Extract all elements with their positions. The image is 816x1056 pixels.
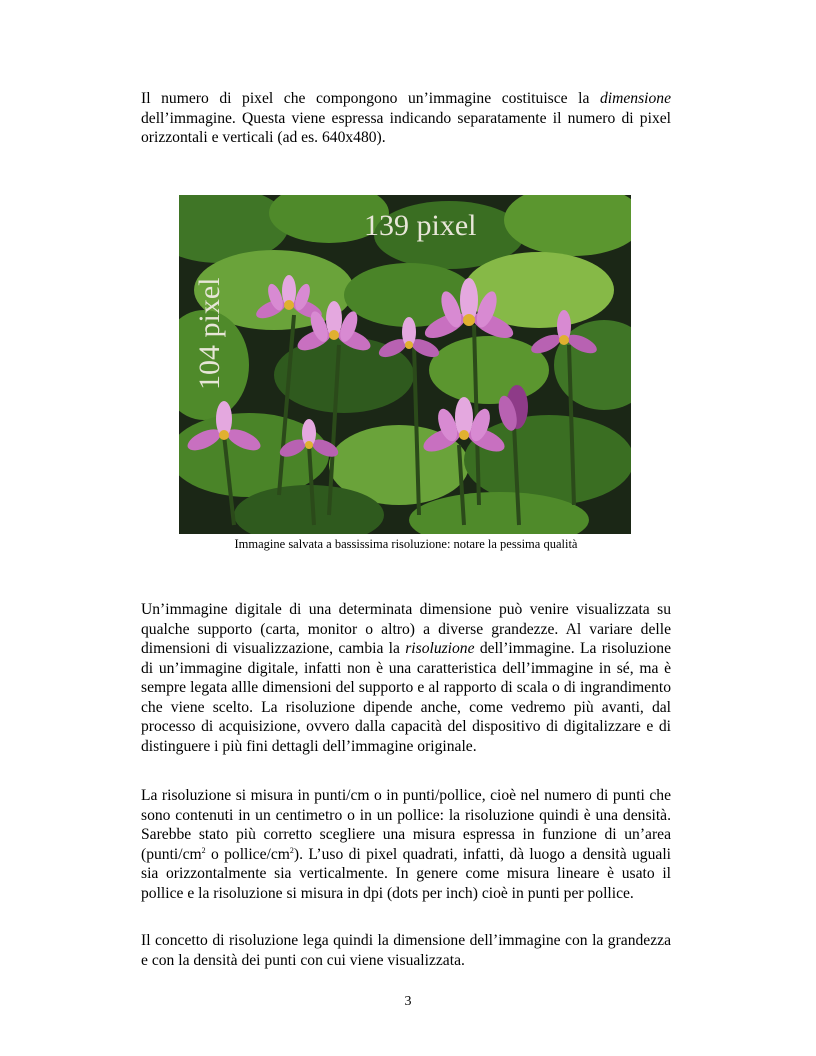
vertical-pixel-label: 104 pixel — [193, 277, 226, 390]
waterlily-photo — [179, 195, 631, 534]
paragraph-measure: La risoluzione si misura in punti/cm o in punti/pollice, cioè nel numero di punti che sono contenuti in un centimetro o in un pollice: la risoluzione quindi è una densità. Sarebbe stato più corretto scegliere una misura espressa in funzione di un’area ($punti/cm^2$ o pollice/$cm^2$). L’uso di pixel quadrati, infatti, dà luogo a densità uguali sia orizzontalmente sia verticalmente. In genere come misura lineare è usato il pollice e la risoluzione si misura in dpi (dots per inch) cioè in punti per pollice. — [141, 787, 671, 902]
figure-caption: Immagine salvata a bassissima risoluzione: notare la pessima qualità — [234, 537, 578, 551]
paragraph-concept: Il concetto di risoluzione lega quindi la dimensione dell’immagine con la grandezza e con la densità dei punti con cui viene visualizzata. — [141, 932, 671, 969]
horizontal-pixel-label: 139 pixel — [364, 209, 477, 242]
waterlily-illustration — [179, 195, 631, 534]
term-dimensione: dimensione — [599, 90, 671, 107]
paragraph-dimension: Il numero di pixel che compongono un’immagine costituisce la dimensione dell’immagine. Questa viene espressa indicando separatamente il numero di pixel orizzontali e verticali (ad es. 640x480). — [141, 90, 671, 146]
leaves — [179, 195, 631, 534]
page-number: 3 — [404, 994, 412, 1009]
term-risoluzione: risoluzione — [405, 640, 475, 657]
paragraph-resolution: Un’immagine digitale di una determinata dimensione può venire visualizzata su qualche supporto (carta, monitor o altro) a diverse grandezze. Al variare delle dimensioni di visualizzazione, cambia la risoluzione dell’immagine. La risoluzione di un’immagine digitale, infatti non è una caratteristica dell’immagine in sé, ma è sempre legata allle dimensioni del supporto e al rapporto di scala o di ingrandimento che viene scelto. La risoluzione dipende anche, come vedremo più avanti, dal processo di acquisizione, ovvero dalla capacità del dispositivo di digitalizzare e di distinguere i più fini dettagli dell’immagine originale. — [141, 601, 671, 755]
